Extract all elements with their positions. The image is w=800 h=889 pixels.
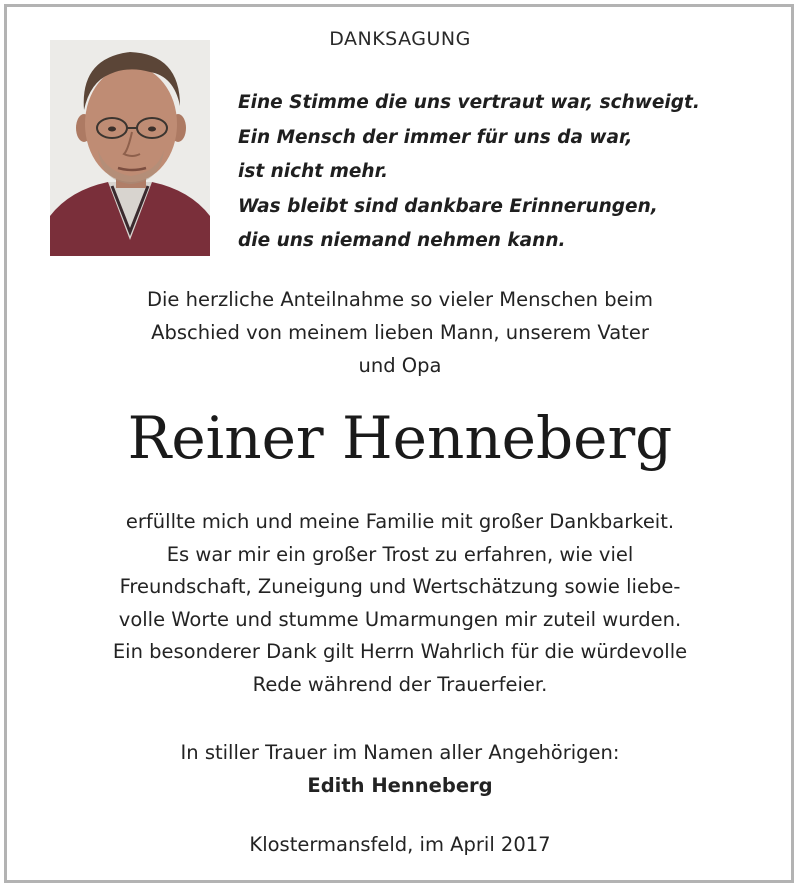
thanks-line: erfüllte mich und meine Familie mit großer Dankbarkeit.: [125, 510, 675, 533]
intro-paragraph: [20, 283, 780, 382]
intro-line: Abschied von meinem lieben Mann, unserem Vater: [151, 321, 649, 344]
place-date: Klostermansfeld, im April 2017: [249, 833, 551, 856]
intro-line: Die herzliche Anteilnahme so vieler Menschen beim: [146, 288, 654, 311]
thanks-line: volle Worte und stumme Umarmungen mir zuteil wurden.: [118, 607, 682, 631]
poem-line: Eine Stimme die uns vertraut war, schweigt.: [238, 92, 700, 113]
poem: [238, 86, 778, 259]
poem-line: Ein Mensch der immer für uns da war,: [238, 126, 633, 148]
poem-line: Was bleibt sind dankbare Erinnerungen,: [238, 195, 658, 217]
thanks-line: Es war mir ein großer Trost zu erfahren, wie viel: [166, 542, 634, 566]
poem-line: die uns niemand nehmen kann.: [238, 230, 566, 251]
thanks-line: Ein besonderer Dank gilt Herrn Wahrlich für die würdevolle: [112, 640, 688, 664]
mourning-line: In stiller Trauer im Namen aller Angehörigen:: [180, 741, 620, 764]
notice-heading: DANKSAGUNG: [329, 28, 471, 50]
signer-name: Edith Henneberg: [307, 774, 493, 797]
mourning-block: [20, 736, 780, 802]
deceased-name: Reiner Henneberg: [127, 404, 673, 472]
thanks-line: Freundschaft, Zuneigung und Wertschätzung sowie liebe-: [119, 575, 681, 599]
thanks-line: Rede während der Trauerfeier.: [252, 672, 548, 696]
portrait-photo: [50, 40, 210, 256]
thanks-paragraph: [20, 506, 780, 702]
poem-line: ist nicht mehr.: [238, 161, 389, 182]
intro-line: und Opa: [358, 354, 442, 377]
